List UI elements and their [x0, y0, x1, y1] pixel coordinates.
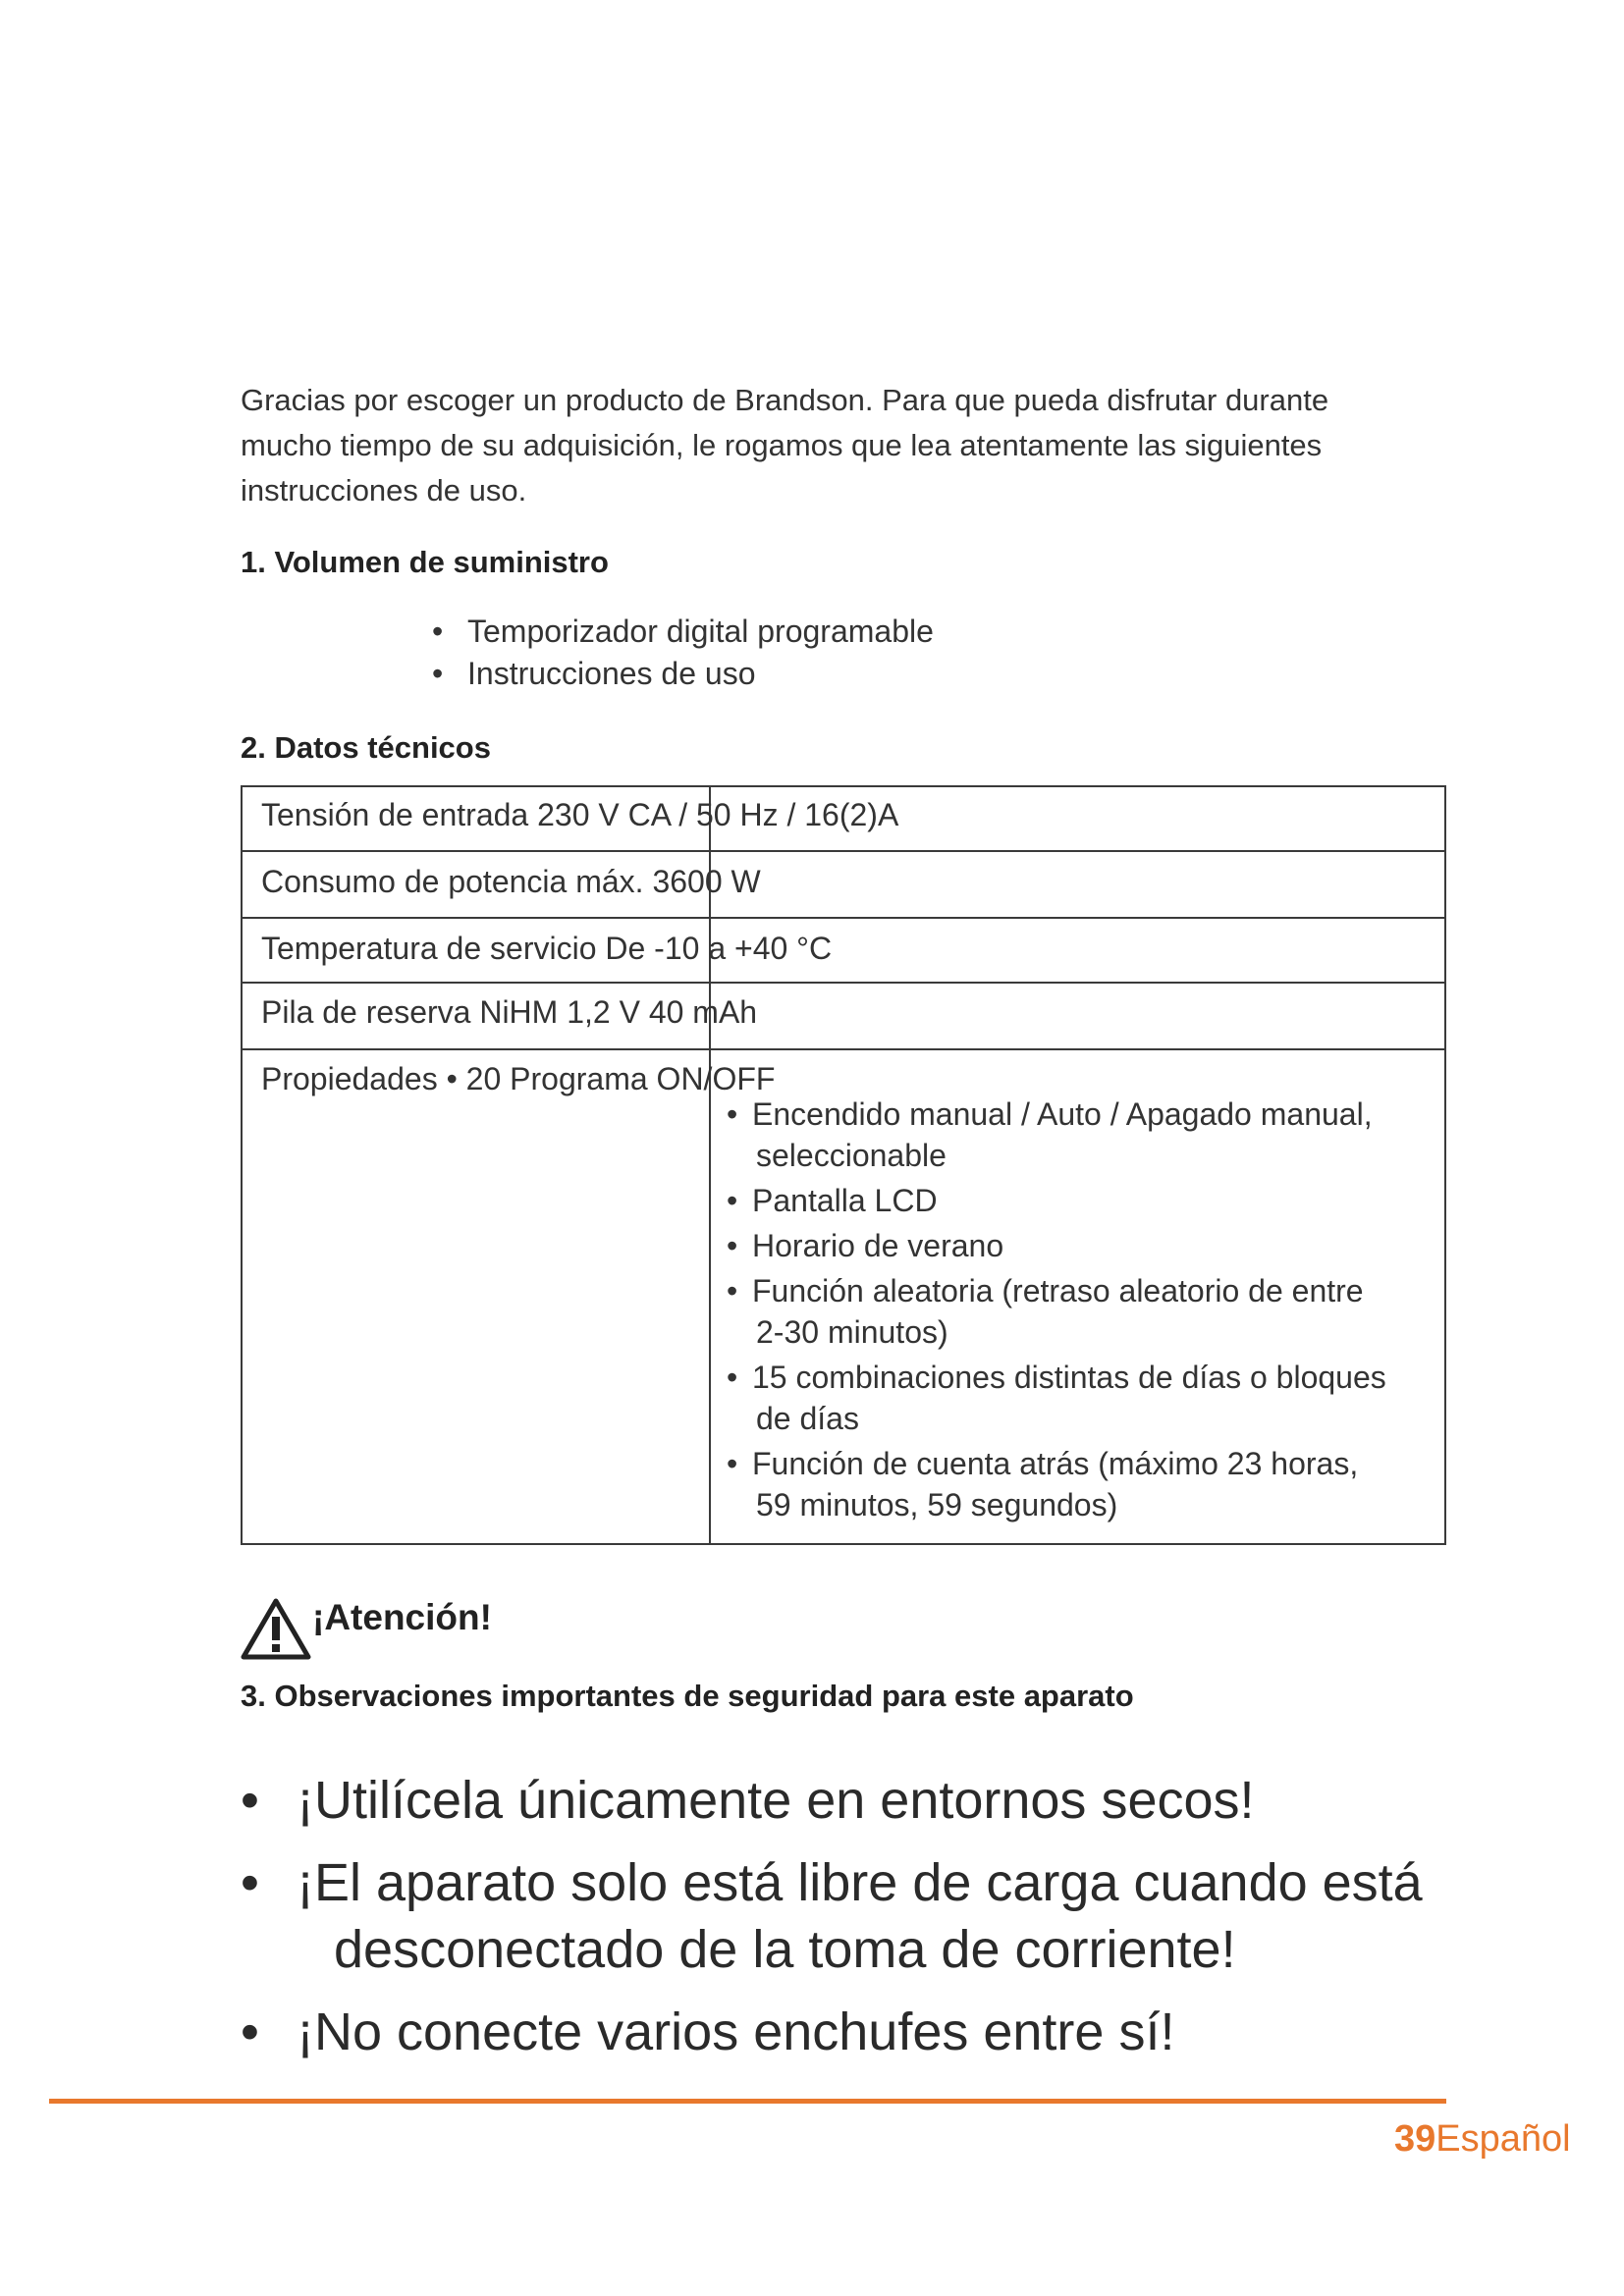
section-1-heading: 1. Volumen de suministro: [241, 545, 609, 579]
intro-line: Gracias por escoger un producto de Brandson. Para que pueda disfrutar durante: [241, 383, 1329, 417]
list-item: • Instrucciones de uso: [432, 653, 934, 695]
properties-list: [727, 1094, 1434, 1529]
section-2-heading: 2. Datos técnicos: [241, 730, 491, 765]
table-row-power-consumption: Consumo de potencia máx. 3600 W: [261, 864, 761, 899]
table-row-divider: [241, 850, 1446, 852]
footer-divider: [49, 2099, 1446, 2104]
section-3-heading: 3. Observaciones importantes de seguridad para este aparato: [241, 1679, 1134, 1713]
table-row-divider: [241, 917, 1446, 919]
list-item: • Pantalla LCD: [727, 1180, 1434, 1221]
table-row-properties: Propiedades • 20 Programa ON/OFF: [261, 1061, 776, 1096]
intro-line: instrucciones de uso.: [241, 473, 527, 507]
list-item: • Horario de verano: [727, 1225, 1434, 1266]
table-row-divider: [241, 982, 1446, 984]
list-item: • ¡No conecte varios enchufes entre sí!: [241, 1999, 1423, 2065]
table-row-divider: [241, 1048, 1446, 1050]
page-number: 39: [1394, 2118, 1436, 2160]
list-item: • ¡Utilícela únicamente en entornos secos!: [241, 1767, 1423, 1834]
table-row-backup-battery: Pila de reserva NiHM 1,2 V 40 mAh: [261, 994, 758, 1030]
list-item: • Función de cuenta atrás (máximo 23 horas, 59 minutos, 59 segundos): [727, 1443, 1434, 1525]
list-item: • Función aleatoria (retraso aleatorio de entre 2-30 minutos): [727, 1270, 1434, 1353]
warning-title: ¡Atención!: [312, 1597, 492, 1637]
list-item: • Temporizador digital programable: [432, 611, 934, 653]
supply-list: [432, 611, 934, 695]
intro-paragraph: [241, 378, 1458, 513]
safety-list: [241, 1767, 1423, 2081]
page-language: Español: [1435, 2118, 1571, 2160]
warning-triangle-icon: [241, 1597, 311, 1660]
list-item: • ¡El aparato solo está libre de carga cuando está desconectado de la toma de corriente!: [241, 1849, 1423, 1983]
table-row-input-voltage: Tensión de entrada 230 V CA / 50 Hz / 16(2)A: [261, 797, 899, 832]
list-item: • Encendido manual / Auto / Apagado manual, seleccionable: [727, 1094, 1434, 1176]
page-footer: [1394, 2118, 1571, 2161]
intro-line: mucho tiempo de su adquisición, le rogamos que lea atentamente las siguientes: [241, 428, 1323, 462]
table-row-operating-temperature: Temperatura de servicio De -10 a +40 °C: [261, 931, 833, 966]
list-item: • 15 combinaciones distintas de días o bloques de días: [727, 1357, 1434, 1439]
